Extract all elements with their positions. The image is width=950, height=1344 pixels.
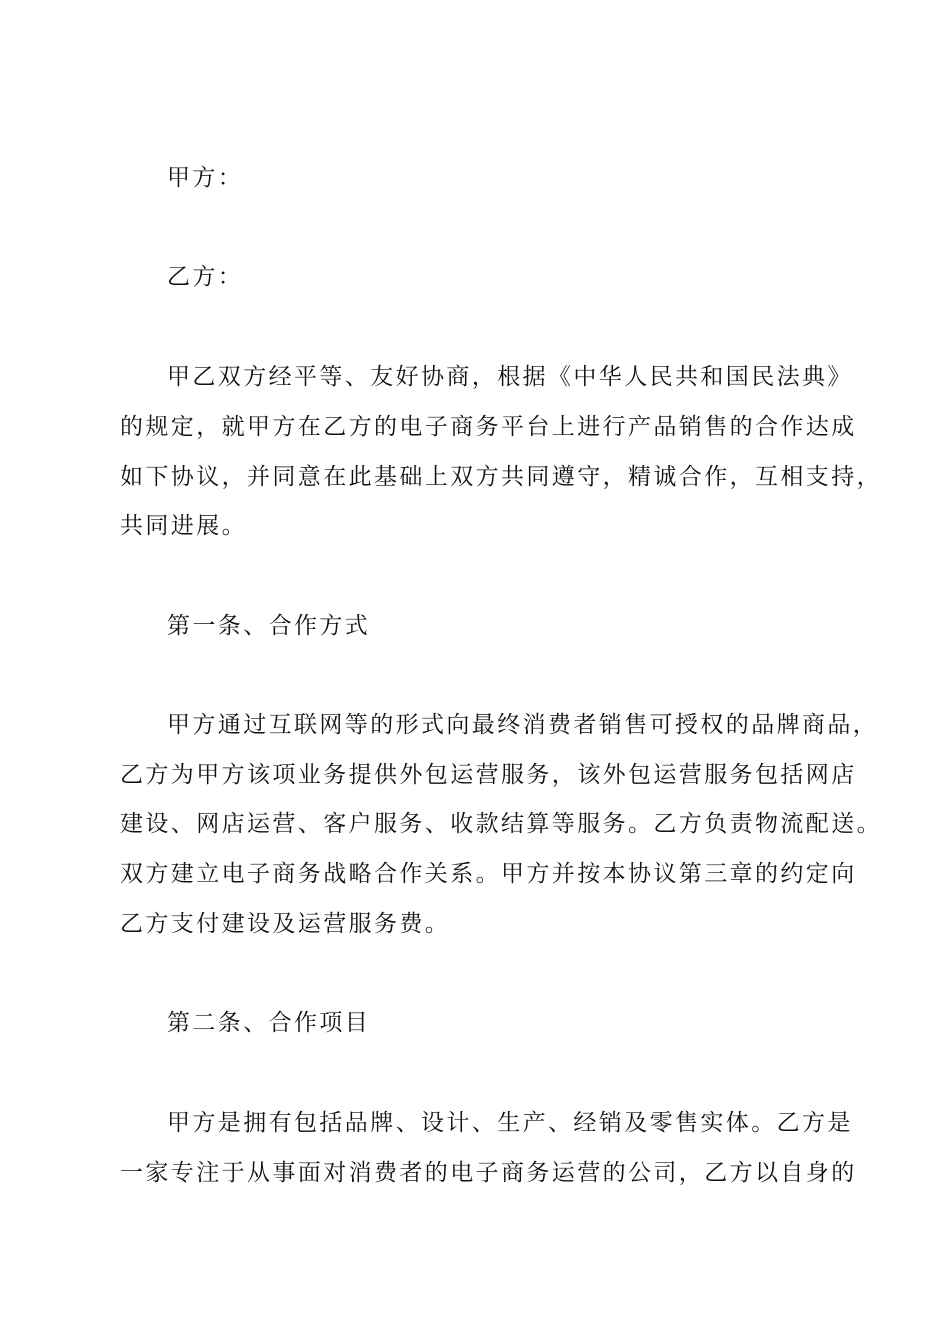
paragraph-line: 如下协议，并同意在此基础上双方共同遵守，精诚合作，互相支持， [120, 464, 882, 490]
paragraph-line: 甲方通过互联网等的形式向最终消费者销售可授权的品牌商品， [167, 712, 879, 738]
paragraph-line: 共同进展。 [120, 513, 247, 539]
article-1-heading: 第一条、合作方式 [167, 613, 371, 639]
paragraph-line: 建设、网店运营、客户服务、收款结算等服务。乙方负责物流配送。 [120, 811, 882, 837]
party-b-label: 乙方： [167, 264, 244, 290]
paragraph-line: 乙方为甲方该项业务提供外包运营服务，该外包运营服务包括网店 [120, 762, 857, 788]
paragraph-line: 甲乙双方经平等、友好协商，根据《中华人民共和国民法典》 [167, 364, 853, 390]
paragraph-line: 一家专注于从事面对消费者的电子商务运营的公司，乙方以自身的 [120, 1160, 857, 1186]
paragraph-line: 的规定，就甲方在乙方的电子商务平台上进行产品销售的合作达成 [120, 414, 857, 440]
article-2-heading: 第二条、合作项目 [167, 1010, 371, 1036]
paragraph-line: 双方建立电子商务战略合作关系。甲方并按本协议第三章的约定向 [120, 861, 857, 887]
paragraph-line: 乙方支付建设及运营服务费。 [120, 911, 451, 937]
paragraph-line: 甲方是拥有包括品牌、设计、生产、经销及零售实体。乙方是 [167, 1110, 853, 1136]
party-a-label: 甲方： [167, 165, 244, 191]
